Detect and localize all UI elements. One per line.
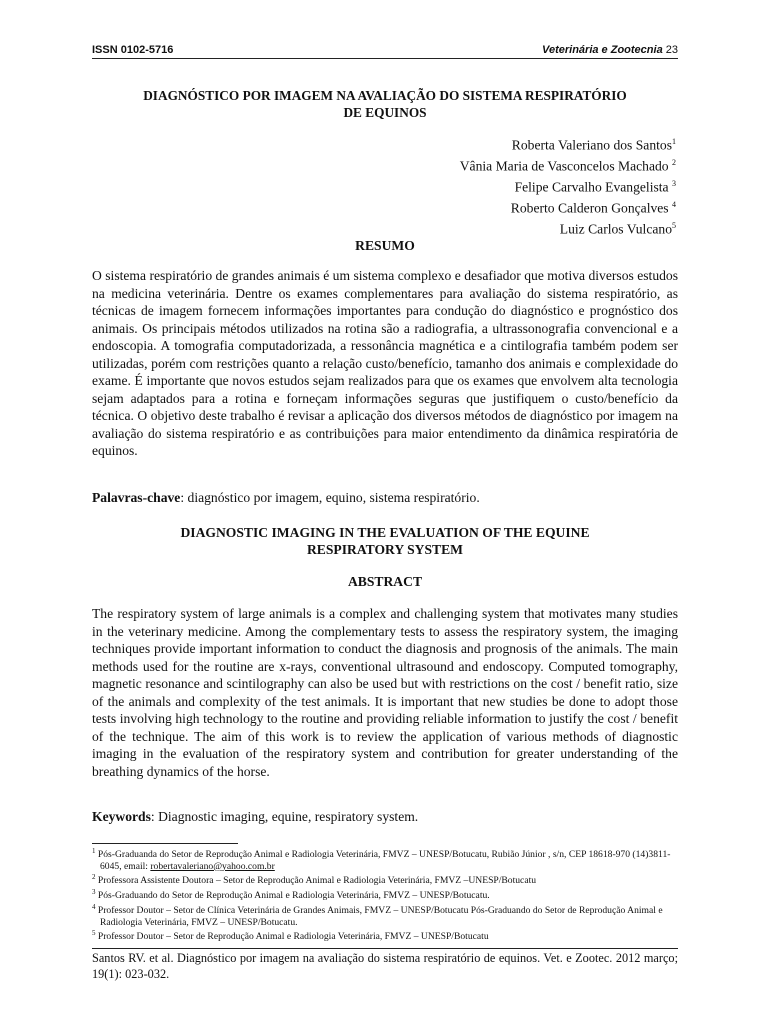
abstract-heading: ABSTRACT (347, 574, 423, 589)
footnote: $^5$ Professor Doutor – Setor de Reprodução Animal e Radiologia Veterinária, FMVZ – UNESP/Botucatu (92, 929, 489, 943)
resumo-heading: RESUMO (355, 238, 415, 253)
author: Roberto Calderon Gonçalves $^4$ (510, 200, 676, 216)
palavras-chave: Palavras-chave: diagnóstico por imagem, equino, sistema respiratório. (92, 490, 480, 505)
keywords-label: Keywords (92, 809, 151, 824)
title-pt-line2: DE EQUINOS (343, 105, 427, 120)
title-pt-line1: DIAGNÓSTICO POR IMAGEM NA AVALIAÇÃO DO SISTEMA RESPIRATÓRIO (143, 88, 627, 103)
footnote: $^1$ Pós-Graduanda do Setor de Reprodução Animal e Radiologia Veterinária, FMVZ – UNESP/Botucatu, Rubião Júnior , s/n, CEP 18618-970 (14)3811-6045, email: robertavaleriano@yahoo.com.br (92, 847, 671, 872)
footer-rule (92, 948, 678, 949)
issn: ISSN 0102-5716 (92, 44, 174, 56)
abstract-text: The respiratory system of large animals is a complex and challenging system that motivates many studies in the veterinary medicine. Among the complementary tests to assess the respiratory system, the imaging techniques provide important information to conduct the diagnosis and prognosis of the animals. The main methods used for the routine are x-rays, conventional ultrasound and endoscopy. Computed tomography, magnetic resonance and scintilography can also be used but with restrictions on the cost / benefit ratio, size of the animals and complexity of the test animals. It is important that new studies be done to adopt those tests involving high technology to the routine and providing reliable information to justify the cost / benefit of the technique. The aim of this work is to review the application of various methods of diagnostic imaging in the evaluation of the respiratory system and contribution for greater understanding of the breathing dynamics of the horse. (92, 606, 678, 779)
author: Luiz Carlos Vulcano$^5$ (559, 221, 676, 237)
author: Vânia Maria de Vasconcelos Machado $^2$ (459, 158, 676, 174)
title-pt (92, 87, 678, 121)
author: Roberta Valeriano dos Santos$^1$ (511, 137, 676, 153)
header-rule (92, 58, 678, 59)
title-en-line1: DIAGNOSTIC IMAGING IN THE EVALUATION OF THE EQUINE (180, 525, 590, 540)
author-email-link[interactable]: robertavaleriano@yahoo.com.br (150, 860, 275, 872)
footnotes (92, 846, 692, 943)
footnote: $^3$ Pós-Graduando do Setor de Reprodução Animal e Radiologia Veterinária, FMVZ – UNESP/Botucatu. (92, 888, 490, 902)
keywords: Keywords: Diagnostic imaging, equine, respiratory system. (92, 809, 419, 824)
keywords-label: Palavras-chave (92, 490, 181, 505)
author-list (460, 133, 676, 238)
footnote: $^2$ Professora Assistente Doutora – Setor de Reprodução Animal e Radiologia Veterinária, FMVZ –UNESP/Botucatu (92, 873, 537, 887)
journal-name: Veterinária e Zootecnia (542, 44, 663, 56)
author: Felipe Carvalho Evangelista $^3$ (514, 179, 676, 195)
running-header (542, 44, 678, 56)
title-en-line2: RESPIRATORY SYSTEM (306, 542, 463, 557)
page-number: 23 (665, 44, 678, 56)
title-en (92, 524, 678, 558)
citation: Santos RV. et al. Diagnóstico por imagem na avaliação do sistema respiratório de equinos. Vet. e Zootec. 2012 março; 19(1): 023-032. (92, 951, 678, 981)
footnote-rule (92, 843, 238, 844)
resumo-text: O sistema respiratório de grandes animais é um sistema complexo e desafiador que motiva diversos estudos na medicina veterinária. Dentre os exames complementares para avaliação do sistema respiratório, as técnicas de imagem fornecem informações importantes para condução do diagnóstico e prognóstico dos animais. Os principais métodos utilizados na rotina são a radiografia, a ultrassonografia convencional e a endoscopia. A tomografia computadorizada, a ressonância magnética e a cintilografia também podem ser utilizadas, porém com restrições quanto a relação custo/benefício, tamanho dos animais e complexidade do exame. É importante que novos estudos sejam realizados para que os exames que envolvem alta tecnologia sejam adaptados para a rotina e forneçam informações seguras que justifiquem o custo/benefício da técnica. O objetivo deste trabalho é revisar a aplicação dos diversos métodos de diagnóstico por imagem na avaliação do sistema respiratório e as contribuições para maior entendimento da dinâmica respiratória de equinos. (92, 268, 678, 458)
footnote: $^4$ Professor Doutor – Setor de Clínica Veterinária de Grandes Animais, FMVZ – UNESP/Botucatu Pós-Graduando do Setor de Reprodução Animal e Radiologia Veterinária, FMVZ – UNESP/Botucatu. (92, 902, 663, 928)
